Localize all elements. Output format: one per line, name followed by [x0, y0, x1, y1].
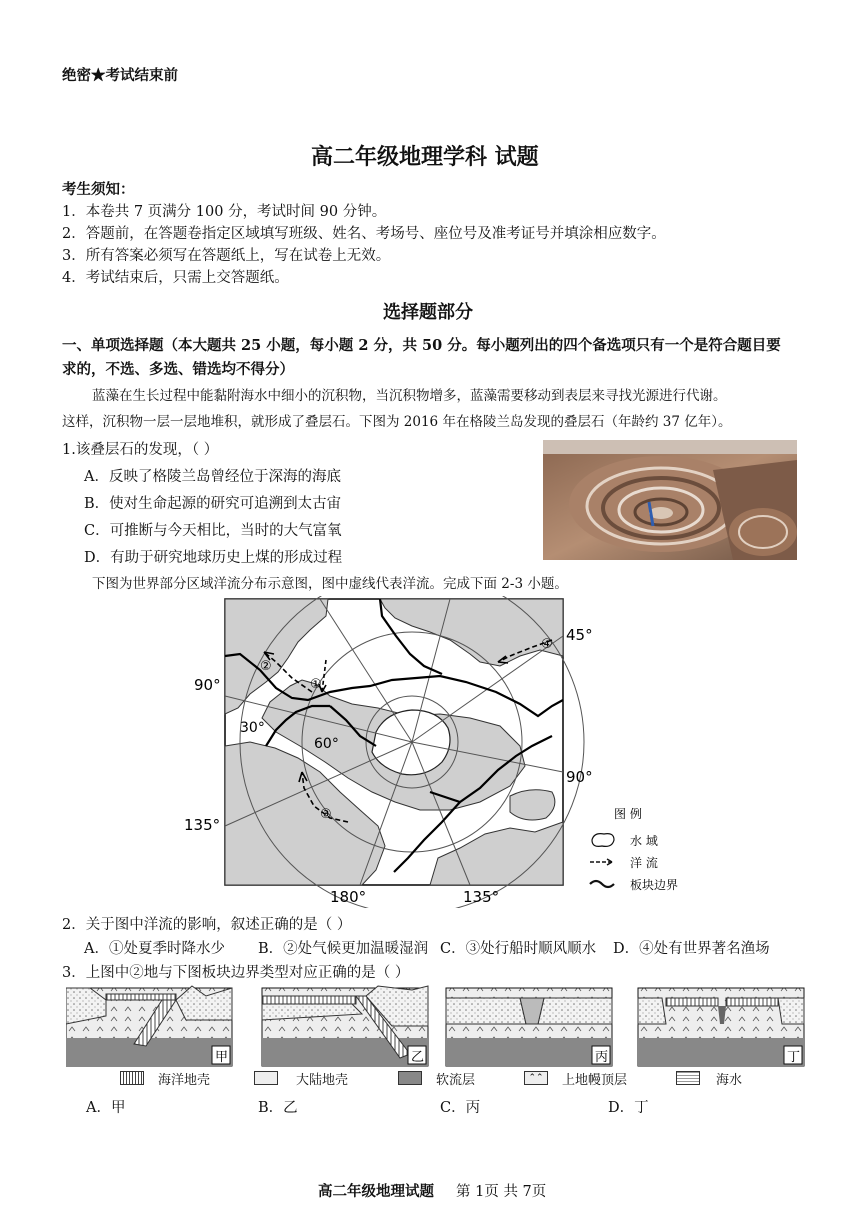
legend-asthenosphere: 软流层: [436, 1073, 476, 1088]
label-60: 60°: [314, 736, 339, 752]
upper-mantle-swatch: ⌃⌃: [524, 1071, 548, 1085]
label-135-west: 135°: [184, 816, 221, 834]
passage-text: 蓝藻在生长过程中能黏附海水中细小的沉积物，当沉积物增多，蓝藻需要移动到表层来寻找光源进行代谢。: [92, 388, 727, 404]
legend-current: 洋 流: [630, 856, 658, 870]
notice-item: 4．考试结束后，只需上交答题纸。: [62, 270, 289, 286]
confidential-label: 绝密★考试结束前: [62, 67, 178, 84]
legend-boundary: 板块边界: [630, 878, 679, 892]
label-180: 180°: [330, 888, 367, 906]
legend-oceanic-crust: 海洋地壳: [158, 1073, 211, 1088]
asthenosphere-swatch: [398, 1071, 422, 1085]
legend-title: 图 例: [614, 807, 642, 821]
passage-text: 下图为世界部分区域洋流分布示意图，图中虚线代表洋流。完成下面 2-3 小题。: [92, 576, 568, 592]
stromatolite-photo: [543, 440, 797, 560]
question-3-option-c: C．丙: [440, 1100, 481, 1116]
notice-item: 2．答题前，在答题卷指定区域填写班级、姓名、考场号、座位号及准考证号并填涂相应数字。: [62, 226, 666, 242]
question-3-option-d: D．丁: [608, 1100, 649, 1116]
question-2-stem: 2．关于图中洋流的影响，叙述正确的是（ ）: [62, 917, 352, 933]
label-90-east: 90°: [566, 768, 593, 786]
label-90-west: 90°: [194, 676, 221, 694]
question-1-option-a: A．反映了格陵兰岛曾经位于深海的海底: [84, 469, 341, 485]
marker-2: ②: [260, 659, 272, 674]
question-1-stem: 1.该叠层石的发现，（ ）: [62, 442, 219, 458]
section-title: 选择题部分: [383, 302, 473, 323]
legend-continental-crust: 大陆地壳: [296, 1073, 349, 1088]
question-2-option-c: C．③处行船时顺风顺水: [440, 941, 597, 957]
legend-seawater: 海水: [716, 1073, 743, 1088]
panel-label-ding: 丁: [787, 1050, 801, 1065]
map-legend: [588, 804, 708, 896]
label-45: 45°: [566, 626, 593, 644]
notice-heading: 考生须知：: [62, 181, 135, 198]
question-3-option-b: B．乙: [258, 1100, 298, 1116]
label-30: 30°: [240, 720, 265, 736]
ocean-current-map: [180, 596, 620, 908]
part1-instruction: 一、单项选择题（本大题共 25 小题，每小题 2 分，共 50 分。每小题列出的四个备选项只有一个是符合题目要: [62, 337, 781, 354]
question-1-option-d: D．有助于研究地球历史上煤的形成过程: [84, 550, 343, 566]
question-1-option-c: C．可推断与今天相比，当时的大气富氧: [84, 523, 342, 539]
seawater-swatch: [676, 1071, 700, 1085]
legend-water: 水 域: [630, 834, 658, 848]
panel-label-yi: 乙: [411, 1050, 425, 1065]
question-3-option-a: A．甲: [86, 1100, 126, 1116]
page-number: 第 1页 共 7页: [456, 1184, 547, 1200]
legend-upper-mantle: 上地幔顶层: [562, 1073, 628, 1088]
marker-3: ③: [320, 807, 332, 822]
part1-instruction-cont: 求的，不选、多选、错选均不得分）: [62, 361, 294, 378]
question-3-stem: 3．上图中②地与下图板块边界类型对应正确的是（ ）: [62, 965, 410, 981]
marker-4: ④: [541, 637, 553, 652]
panel-yi: [262, 986, 428, 1066]
panel-jia: [66, 986, 232, 1066]
boundary-icon: [590, 881, 614, 887]
question-2-option-d: D．④处有世界著名渔场: [613, 941, 770, 957]
page-title: 高二年级地理学科 试题: [311, 144, 539, 170]
footer-title: 高二年级地理试题: [318, 1183, 434, 1200]
water-icon: [592, 834, 614, 847]
oceanic-crust-swatch: [120, 1071, 144, 1085]
notice-item: 3．所有答案必须写在答题纸上，写在试卷上无效。: [62, 248, 391, 264]
continental-crust-swatch: [254, 1071, 278, 1085]
panel-label-bing: 丙: [595, 1050, 609, 1065]
marker-1: ①: [310, 677, 322, 692]
label-135-east: 135°: [463, 888, 500, 906]
notice-item: 1．本卷共 7 页满分 100 分，考试时间 90 分钟。: [62, 204, 387, 220]
plate-boundary-diagrams: [66, 984, 806, 1068]
question-2-option-b: B．②处气候更加温暖湿润: [258, 941, 429, 957]
question-2-option-a: A．①处夏季时降水少: [84, 941, 225, 957]
question-1-option-b: B．使对生命起源的研究可追溯到太古宙: [84, 496, 342, 512]
panel-bing: [446, 988, 612, 1066]
panel-label-jia: 甲: [215, 1050, 229, 1065]
passage-text: 这样，沉积物一层一层地堆积，就形成了叠层石。下图为 2016 年在格陵兰岛发现的叠层石（年龄约 37 亿年）。: [62, 414, 732, 430]
panel-ding: [638, 988, 804, 1066]
diagram-legend: [120, 1069, 780, 1087]
landmass: [510, 790, 555, 820]
